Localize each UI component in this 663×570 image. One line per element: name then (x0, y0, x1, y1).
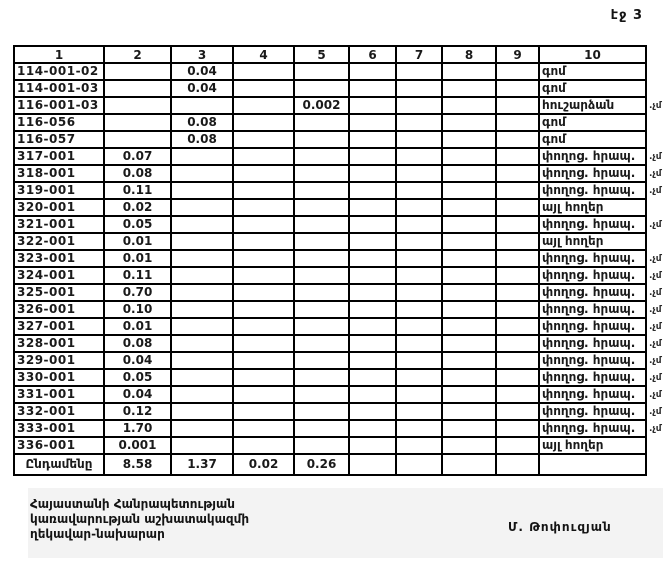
area-value-cell (349, 148, 396, 165)
area-value-cell (396, 114, 442, 131)
land-use-cell: այլ հողեր (539, 199, 646, 216)
area-value-cell (396, 335, 442, 352)
area-value-cell (233, 80, 294, 97)
area-value-cell (496, 114, 539, 131)
signatory-title-line: կառավարության աշխատակազմի (30, 512, 250, 526)
area-value-cell: 0.12 (104, 403, 171, 420)
area-value-cell (294, 267, 349, 284)
signatory-title-line: ղեկավար-նախարար (30, 527, 165, 541)
area-value-cell (104, 63, 171, 80)
parcel-code-cell: 333-001 (14, 420, 104, 437)
land-use-cell: հուշարձան (539, 97, 646, 114)
parcel-code-cell: 317-001 (14, 148, 104, 165)
margin-note: .չմ (649, 220, 662, 230)
area-value-cell (496, 318, 539, 335)
area-value-cell (294, 165, 349, 182)
totals-value-cell: 1.37 (171, 454, 233, 475)
area-value-cell (233, 199, 294, 216)
table-row (14, 386, 646, 403)
totals-value-cell (442, 454, 496, 475)
area-value-cell (233, 233, 294, 250)
area-value-cell (442, 386, 496, 403)
land-register-table (13, 45, 647, 476)
area-value-cell: 0.05 (104, 216, 171, 233)
margin-note: .չմ (649, 322, 662, 332)
area-value-cell (233, 182, 294, 199)
totals-value-cell (349, 454, 396, 475)
area-value-cell (496, 420, 539, 437)
area-value-cell (294, 403, 349, 420)
area-value-cell (349, 301, 396, 318)
area-value-cell (349, 216, 396, 233)
area-value-cell (496, 403, 539, 420)
area-value-cell (496, 80, 539, 97)
parcel-code-cell: 319-001 (14, 182, 104, 199)
area-value-cell (396, 284, 442, 301)
area-value-cell (396, 199, 442, 216)
margin-note: .չմ (649, 373, 662, 383)
parcel-code-cell: 321-001 (14, 216, 104, 233)
area-value-cell: 0.08 (171, 114, 233, 131)
area-value-cell (442, 165, 496, 182)
area-value-cell (396, 318, 442, 335)
area-value-cell: 0.001 (104, 437, 171, 454)
table-row (14, 403, 646, 420)
area-value-cell (496, 301, 539, 318)
area-value-cell: 0.04 (104, 386, 171, 403)
area-value-cell (294, 301, 349, 318)
land-use-cell: փողոց. հրապ. (539, 403, 646, 420)
table-row (14, 301, 646, 318)
area-value-cell (496, 199, 539, 216)
table-row (14, 369, 646, 386)
area-value-cell (442, 182, 496, 199)
parcel-code-cell: 116-001-03 (14, 97, 104, 114)
area-value-cell (349, 267, 396, 284)
parcel-code-cell: 328-001 (14, 335, 104, 352)
signatory-title-line: Հայաստանի Հանրապետության (30, 497, 235, 511)
area-value-cell (396, 216, 442, 233)
area-value-cell: 0.002 (294, 97, 349, 114)
area-value-cell (349, 80, 396, 97)
margin-note: .չմ (649, 186, 662, 196)
table-row (14, 437, 646, 454)
area-value-cell (396, 352, 442, 369)
area-value-cell (349, 420, 396, 437)
area-value-cell (233, 267, 294, 284)
area-value-cell (171, 182, 233, 199)
area-value-cell (294, 386, 349, 403)
area-value-cell (233, 437, 294, 454)
area-value-cell (496, 352, 539, 369)
margin-note: .չմ (649, 152, 662, 162)
page-number: էջ 3 (610, 8, 643, 23)
area-value-cell (349, 63, 396, 80)
area-value-cell: 1.70 (104, 420, 171, 437)
totals-value-cell (539, 454, 646, 475)
area-value-cell (233, 216, 294, 233)
land-use-cell: փողոց. հրապ. (539, 420, 646, 437)
parcel-code-cell: 114-001-02 (14, 63, 104, 80)
area-value-cell (442, 199, 496, 216)
area-value-cell (442, 148, 496, 165)
area-value-cell (496, 182, 539, 199)
column-header: 7 (396, 46, 442, 63)
column-header: 1 (14, 46, 104, 63)
area-value-cell (349, 114, 396, 131)
area-value-cell (171, 352, 233, 369)
area-value-cell (496, 437, 539, 454)
column-header: 3 (171, 46, 233, 63)
area-value-cell (171, 335, 233, 352)
area-value-cell (396, 420, 442, 437)
column-header: 6 (349, 46, 396, 63)
land-use-cell: փողոց. հրապ. (539, 165, 646, 182)
area-value-cell (294, 63, 349, 80)
area-value-cell (233, 63, 294, 80)
margin-note: .չմ (649, 254, 662, 264)
area-value-cell (233, 335, 294, 352)
margin-note: .չմ (649, 390, 662, 400)
area-value-cell (442, 80, 496, 97)
parcel-code-cell: 327-001 (14, 318, 104, 335)
margin-note: .չմ (649, 407, 662, 417)
parcel-code-cell: 322-001 (14, 233, 104, 250)
area-value-cell (171, 301, 233, 318)
area-value-cell (442, 335, 496, 352)
table-row (14, 420, 646, 437)
area-value-cell: 0.01 (104, 318, 171, 335)
area-value-cell (233, 97, 294, 114)
table-row (14, 335, 646, 352)
area-value-cell (171, 420, 233, 437)
table-body (14, 63, 646, 475)
totals-value-cell (496, 454, 539, 475)
land-use-cell: փողոց. հրապ. (539, 267, 646, 284)
land-use-cell: փողոց. հրապ. (539, 284, 646, 301)
area-value-cell: 0.02 (104, 199, 171, 216)
area-value-cell (396, 386, 442, 403)
area-value-cell (104, 131, 171, 148)
area-value-cell (349, 250, 396, 267)
area-value-cell (496, 148, 539, 165)
signatory-name: Մ. Թոփուզյան (508, 520, 612, 534)
area-value-cell (396, 250, 442, 267)
area-value-cell (294, 284, 349, 301)
area-value-cell (233, 420, 294, 437)
table-row (14, 131, 646, 148)
area-value-cell (294, 250, 349, 267)
area-value-cell (496, 216, 539, 233)
table-row (14, 165, 646, 182)
table-row (14, 250, 646, 267)
area-value-cell (396, 165, 442, 182)
area-value-cell (396, 182, 442, 199)
area-value-cell: 0.08 (104, 335, 171, 352)
totals-label-cell: Ընդամենը (14, 454, 104, 475)
totals-value-cell (396, 454, 442, 475)
land-use-cell: այլ հողեր (539, 437, 646, 454)
column-header: 9 (496, 46, 539, 63)
area-value-cell (349, 165, 396, 182)
area-value-cell: 0.08 (171, 131, 233, 148)
parcel-code-cell: 320-001 (14, 199, 104, 216)
table-row (14, 199, 646, 216)
area-value-cell (442, 250, 496, 267)
area-value-cell: 0.70 (104, 284, 171, 301)
area-value-cell (171, 369, 233, 386)
table-row (14, 182, 646, 199)
parcel-code-cell: 323-001 (14, 250, 104, 267)
area-value-cell (496, 131, 539, 148)
table-row (14, 63, 646, 80)
table-row (14, 80, 646, 97)
area-value-cell (294, 233, 349, 250)
area-value-cell (496, 284, 539, 301)
parcel-code-cell: 318-001 (14, 165, 104, 182)
margin-note: .չմ (649, 288, 662, 298)
area-value-cell (349, 182, 396, 199)
area-value-cell (294, 420, 349, 437)
area-value-cell: 0.05 (104, 369, 171, 386)
area-value-cell (294, 216, 349, 233)
table-row (14, 352, 646, 369)
area-value-cell (171, 437, 233, 454)
area-value-cell (233, 148, 294, 165)
table-row (14, 318, 646, 335)
area-value-cell (496, 369, 539, 386)
area-value-cell (171, 165, 233, 182)
area-value-cell (396, 233, 442, 250)
parcel-code-cell: 331-001 (14, 386, 104, 403)
area-value-cell (496, 267, 539, 284)
area-value-cell (442, 114, 496, 131)
area-value-cell (104, 97, 171, 114)
land-use-cell: փողոց. հրապ. (539, 148, 646, 165)
table-row (14, 267, 646, 284)
area-value-cell (233, 131, 294, 148)
area-value-cell (171, 250, 233, 267)
area-value-cell (442, 369, 496, 386)
column-header: 4 (233, 46, 294, 63)
area-value-cell (294, 352, 349, 369)
area-value-cell (396, 131, 442, 148)
area-value-cell (396, 63, 442, 80)
parcel-code-cell: 114-001-03 (14, 80, 104, 97)
margin-note: .չմ (649, 101, 662, 111)
area-value-cell (233, 352, 294, 369)
totals-value-cell: 0.02 (233, 454, 294, 475)
area-value-cell (104, 114, 171, 131)
area-value-cell (171, 267, 233, 284)
area-value-cell: 0.04 (171, 80, 233, 97)
signatory-title-block (30, 497, 249, 542)
land-use-cell: փողոց. հրապ. (539, 216, 646, 233)
parcel-code-cell: 336-001 (14, 437, 104, 454)
area-value-cell (294, 182, 349, 199)
margin-note: .չմ (649, 356, 662, 366)
area-value-cell (294, 199, 349, 216)
land-use-cell: փողոց. հրապ. (539, 335, 646, 352)
table-row (14, 216, 646, 233)
area-value-cell (442, 284, 496, 301)
area-value-cell: 0.01 (104, 250, 171, 267)
area-value-cell (233, 369, 294, 386)
totals-value-cell: 0.26 (294, 454, 349, 475)
area-value-cell (294, 369, 349, 386)
area-value-cell (294, 80, 349, 97)
area-value-cell (294, 318, 349, 335)
land-use-cell: գոմ (539, 131, 646, 148)
area-value-cell (171, 97, 233, 114)
margin-note: .չմ (649, 339, 662, 349)
margin-note: .չմ (649, 271, 662, 281)
land-use-cell: այլ հողեր (539, 233, 646, 250)
table-row (14, 233, 646, 250)
area-value-cell: 0.07 (104, 148, 171, 165)
area-value-cell (294, 114, 349, 131)
area-value-cell (233, 250, 294, 267)
column-header: 2 (104, 46, 171, 63)
area-value-cell (442, 97, 496, 114)
area-value-cell (294, 148, 349, 165)
area-value-cell (349, 199, 396, 216)
table-row (14, 284, 646, 301)
land-use-cell: փողոց. հրապ. (539, 386, 646, 403)
parcel-code-cell: 116-057 (14, 131, 104, 148)
parcel-code-cell: 116-056 (14, 114, 104, 131)
area-value-cell (442, 63, 496, 80)
area-value-cell (349, 284, 396, 301)
area-value-cell: 0.04 (104, 352, 171, 369)
area-value-cell (294, 437, 349, 454)
area-value-cell (442, 131, 496, 148)
land-use-cell: գոմ (539, 63, 646, 80)
column-header: 5 (294, 46, 349, 63)
area-value-cell (396, 267, 442, 284)
area-value-cell (442, 403, 496, 420)
area-value-cell: 0.08 (104, 165, 171, 182)
table-row (14, 148, 646, 165)
area-value-cell (396, 97, 442, 114)
parcel-code-cell: 326-001 (14, 301, 104, 318)
area-value-cell (171, 148, 233, 165)
area-value-cell (442, 437, 496, 454)
area-value-cell (171, 318, 233, 335)
area-value-cell (349, 437, 396, 454)
area-value-cell (349, 386, 396, 403)
margin-note: .չմ (649, 305, 662, 315)
parcel-code-cell: 329-001 (14, 352, 104, 369)
parcel-code-cell: 325-001 (14, 284, 104, 301)
area-value-cell (233, 403, 294, 420)
land-use-cell: գոմ (539, 80, 646, 97)
margin-note: .չմ (649, 424, 662, 434)
area-value-cell (442, 318, 496, 335)
area-value-cell (442, 301, 496, 318)
area-value-cell (294, 131, 349, 148)
land-use-cell: փողոց. հրապ. (539, 369, 646, 386)
area-value-cell (233, 165, 294, 182)
column-header: 10 (539, 46, 646, 63)
area-value-cell: 0.10 (104, 301, 171, 318)
area-value-cell (171, 216, 233, 233)
area-value-cell (496, 233, 539, 250)
area-value-cell (442, 267, 496, 284)
area-value-cell (496, 386, 539, 403)
totals-value-cell: 8.58 (104, 454, 171, 475)
area-value-cell (349, 403, 396, 420)
land-use-cell: փողոց. հրապ. (539, 352, 646, 369)
area-value-cell: 0.11 (104, 267, 171, 284)
area-value-cell (349, 131, 396, 148)
area-value-cell (349, 233, 396, 250)
land-use-cell: փողոց. հրապ. (539, 250, 646, 267)
table-row (14, 114, 646, 131)
area-value-cell (396, 403, 442, 420)
area-value-cell (171, 199, 233, 216)
land-use-cell: փողոց. հրապ. (539, 301, 646, 318)
area-value-cell (396, 148, 442, 165)
area-value-cell (349, 318, 396, 335)
area-value-cell (171, 284, 233, 301)
area-value-cell (294, 335, 349, 352)
area-value-cell (442, 420, 496, 437)
area-value-cell (442, 352, 496, 369)
area-value-cell (349, 97, 396, 114)
area-value-cell (233, 318, 294, 335)
area-value-cell (442, 216, 496, 233)
area-value-cell (496, 97, 539, 114)
table-row (14, 97, 646, 114)
area-value-cell (349, 335, 396, 352)
area-value-cell (442, 233, 496, 250)
column-header: 8 (442, 46, 496, 63)
area-value-cell (496, 250, 539, 267)
area-value-cell (349, 369, 396, 386)
land-use-cell: փողոց. հրապ. (539, 182, 646, 199)
area-value-cell (104, 80, 171, 97)
land-use-cell: գոմ (539, 114, 646, 131)
area-value-cell (496, 165, 539, 182)
area-value-cell (396, 301, 442, 318)
totals-row (14, 454, 646, 475)
area-value-cell: 0.04 (171, 63, 233, 80)
area-value-cell (233, 386, 294, 403)
header-row (14, 46, 646, 63)
margin-note: .չմ (649, 169, 662, 179)
area-value-cell (171, 233, 233, 250)
area-value-cell (349, 352, 396, 369)
land-use-cell: փողոց. հրապ. (539, 318, 646, 335)
parcel-code-cell: 330-001 (14, 369, 104, 386)
area-value-cell (396, 369, 442, 386)
area-value-cell (396, 437, 442, 454)
area-value-cell (496, 335, 539, 352)
area-value-cell (233, 284, 294, 301)
area-value-cell: 0.11 (104, 182, 171, 199)
parcel-code-cell: 324-001 (14, 267, 104, 284)
area-value-cell (396, 80, 442, 97)
area-value-cell (171, 403, 233, 420)
area-value-cell (233, 114, 294, 131)
area-value-cell (233, 301, 294, 318)
area-value-cell (496, 63, 539, 80)
parcel-code-cell: 332-001 (14, 403, 104, 420)
area-value-cell: 0.01 (104, 233, 171, 250)
area-value-cell (171, 386, 233, 403)
